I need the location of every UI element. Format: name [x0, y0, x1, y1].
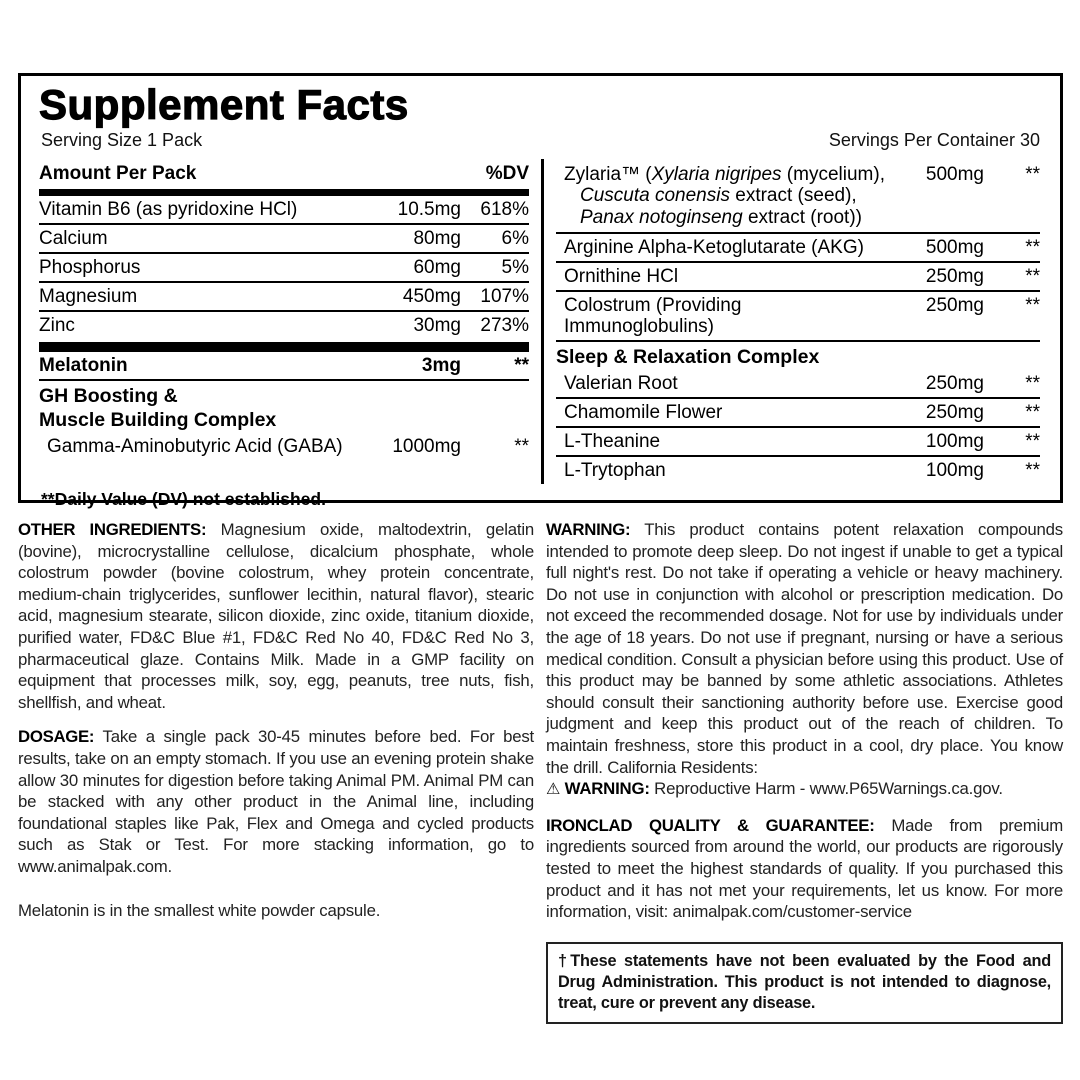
- facts-left-column: [21, 159, 541, 484]
- nutrient-name: Vitamin B6 (as pyridoxine HCl): [39, 199, 298, 220]
- facts-right-column: [544, 159, 1060, 484]
- nutrient-name: Ornithine HCl: [564, 266, 679, 287]
- melatonin-row: [39, 352, 529, 381]
- nutrient-row: [39, 196, 529, 225]
- prop65-warning-label: WARNING:: [560, 779, 650, 799]
- nutrient-name: L-Theanine: [564, 431, 661, 452]
- other-ingredients-label: OTHER INGREDIENTS:: [18, 520, 207, 539]
- nutrient-amount: 450mg: [402, 286, 461, 307]
- nutrient-name: Zinc: [39, 315, 75, 336]
- servings-per-container-text: Servings Per Container 30: [828, 130, 1040, 150]
- nutrient-amount: 1000mg: [392, 436, 461, 457]
- nutrient-dv: 5%: [501, 257, 529, 278]
- left-column-header: [39, 161, 529, 188]
- warning-text: This product contains potent relaxation compounds intended to promote deep sleep. Do not ingest if unable to get a typical full night's rest. Do not take if operating a vehicle or heavy machinery. Do not use in conjunction with alcohol or prescription medication. Do not exceed the recommended dosage. Not for use by individuals under the age of 18 years. Do not use if pregnant, nursing or have a serious medical condition. Consult a physician before using this product. Use of this product may be banned by some athletic associations. Athletes should consult their sanctioning authority before use. Exercise good judgment and keep this product out of the reach of children. To maintain freshness, store this product in a cool, dry place. You know the drill. California Residents:: [546, 520, 1063, 777]
- gaba-row: [39, 433, 529, 460]
- nutrient-amount: 100mg: [925, 460, 984, 481]
- nutrient-amount: 10.5mg: [397, 199, 461, 220]
- nutrient-row: [39, 225, 529, 254]
- nutrient-name: Gamma-Aminobutyric Acid (GABA): [47, 436, 343, 457]
- zylaria-line2: Cuscuta conensis extract (seed),: [580, 185, 857, 206]
- supplement-facts-title: Supplement Facts: [39, 81, 409, 128]
- nutrient-name: Calcium: [39, 228, 108, 249]
- nutrient-dv: **: [1025, 295, 1040, 316]
- body-left-column: [18, 519, 534, 1024]
- percent-dv-header: %DV: [485, 163, 529, 184]
- zylaria-line1: [556, 161, 1040, 185]
- nutrient-dv: **: [1025, 164, 1040, 185]
- label-body: [18, 519, 1063, 1024]
- amount-per-pack-header: Amount Per Pack: [39, 163, 197, 184]
- nutrient-dv: 618%: [480, 199, 529, 220]
- nutrient-name: L-Trytophan: [564, 460, 666, 481]
- nutrient-name: Zylaria™ (Xylaria nigripes (mycelium),: [564, 164, 885, 185]
- nutrient-name: Magnesium: [39, 286, 138, 307]
- divider-bar-left-header: [39, 189, 529, 196]
- nutrient-amount: 500mg: [925, 237, 984, 258]
- nutrient-amount: 250mg: [925, 402, 984, 423]
- nutrient-amount: 80mg: [413, 228, 461, 249]
- nutrient-row: [556, 234, 1040, 263]
- nutrient-name: Melatonin: [39, 355, 128, 376]
- facts-columns: [21, 157, 1060, 484]
- serving-size-text: Serving Size 1 Pack: [41, 130, 203, 150]
- divider-bar-melatonin: [39, 342, 529, 352]
- warning-triangle-icon: ⚠: [546, 781, 561, 799]
- nutrient-name: Phosphorus: [39, 257, 141, 278]
- fda-disclaimer-text: †These statements have not been evaluated by the Food and Drug Administration. This product is not intended to diagnose, treat, cure or prevent any disease.: [558, 951, 1051, 1012]
- nutrient-dv: **: [1025, 431, 1040, 452]
- nutrient-row: [556, 263, 1040, 292]
- other-ingredients-paragraph: [18, 519, 534, 713]
- warning-label: WARNING:: [546, 520, 631, 539]
- warning-paragraph: [546, 519, 1063, 778]
- nutrient-amount: 250mg: [925, 266, 984, 287]
- nutrient-dv: 273%: [480, 315, 529, 336]
- supplement-facts-panel: [18, 73, 1063, 509]
- nutrient-dv: 107%: [480, 286, 529, 307]
- nutrient-amount: 3mg: [421, 355, 461, 376]
- nutrient-row: [39, 283, 529, 312]
- nutrient-name: Valerian Root: [564, 373, 678, 394]
- nutrient-dv: **: [1025, 373, 1040, 394]
- nutrient-dv: **: [1025, 460, 1040, 481]
- nutrient-amount: 500mg: [925, 164, 984, 185]
- nutrient-row: [556, 457, 1040, 484]
- nutrient-dv: **: [514, 355, 529, 376]
- sleep-complex-header: Sleep & Relaxation Complex: [556, 346, 820, 368]
- prop65-warning-text: Reproductive Harm - www.P65Warnings.ca.gov.: [649, 779, 1003, 799]
- nutrient-row: [39, 254, 529, 283]
- dv-footnote: **Daily Value (DV) not established.: [41, 489, 326, 509]
- serving-info-row: [41, 129, 1040, 151]
- gh-complex-header-line2: Muscle Building Complex: [39, 409, 277, 431]
- nutrient-dv: 6%: [501, 228, 529, 249]
- nutrient-amount: 250mg: [925, 295, 984, 316]
- zylaria-row: [556, 161, 1040, 234]
- nutrient-amount: 30mg: [413, 315, 461, 336]
- ironclad-paragraph: [546, 815, 1063, 923]
- dosage-text: Take a single pack 30-45 minutes before bed. For best results, take on an empty stomach. If you use an evening protein shake allow 30 minutes for digestion before taking Animal PM. Animal PM can be stacked with any other product in the Animal line, including foundational staples like Pak, Flex and Omega and cycled products such as Stak or Test. For more stacking information, go to www.animalpak.com.: [18, 727, 534, 876]
- fda-disclaimer-box: [546, 942, 1063, 1024]
- body-right-column: [546, 519, 1063, 1024]
- nutrient-dv: **: [1025, 266, 1040, 287]
- nutrient-amount: 100mg: [925, 431, 984, 452]
- nutrient-dv: **: [1025, 237, 1040, 258]
- nutrient-name: Colostrum (Providing Immunoglobulins): [564, 295, 742, 337]
- nutrient-row: [39, 312, 529, 339]
- nutrient-row: [556, 370, 1040, 399]
- dosage-paragraph: [18, 726, 534, 877]
- zylaria-line3: Panax notoginseng extract (root)): [580, 207, 862, 228]
- nutrient-name: Arginine Alpha-Ketoglutarate (AKG): [564, 237, 864, 258]
- other-ingredients-text: Magnesium oxide, maltodextrin, gelatin (bovine), microcrystalline cellulose, dicalcium phosphate, whole colostrum powder (bovine colostrum, whey protein concentrate, medium-chain triglycerides, sunflower lecithin, natural flavor), stearic acid, magnesium stearate, silicon dioxide, zinc oxide, titanium dioxide, purified water, FD&C Blue #1, FD&C Red No 40, FD&C Red No 3, pharmaceutical glaze. Contains Milk. Made in a GMP facility on equipment that processes milk, soy, egg, peanuts, tree nuts, fish, shellfish, and wheat.: [18, 520, 534, 712]
- nutrient-row: [556, 428, 1040, 457]
- ironclad-text: Made from premium ingredients sourced from around the world, our products are rigorously tested to meet the highest standards of quality. If you purchased this product and it has not met your requirements, let us know. For more information, visit: animalpak.com/customer-service: [546, 815, 1064, 922]
- melatonin-note: Melatonin is in the smallest white powder capsule.: [18, 900, 381, 920]
- nutrient-name: Chamomile Flower: [564, 402, 723, 423]
- gh-complex-header-line1: GH Boosting &: [39, 385, 178, 407]
- nutrient-amount: 250mg: [925, 373, 984, 394]
- nutrient-dv: **: [1025, 402, 1040, 423]
- ironclad-label: IRONCLAD QUALITY & GUARANTEE:: [546, 815, 875, 835]
- nutrient-row: [556, 292, 1040, 342]
- nutrient-row: [556, 399, 1040, 428]
- nutrient-dv: **: [514, 436, 529, 457]
- prop65-warning-line: [546, 778, 1063, 801]
- nutrient-amount: 60mg: [413, 257, 461, 278]
- dosage-label: DOSAGE:: [18, 727, 95, 747]
